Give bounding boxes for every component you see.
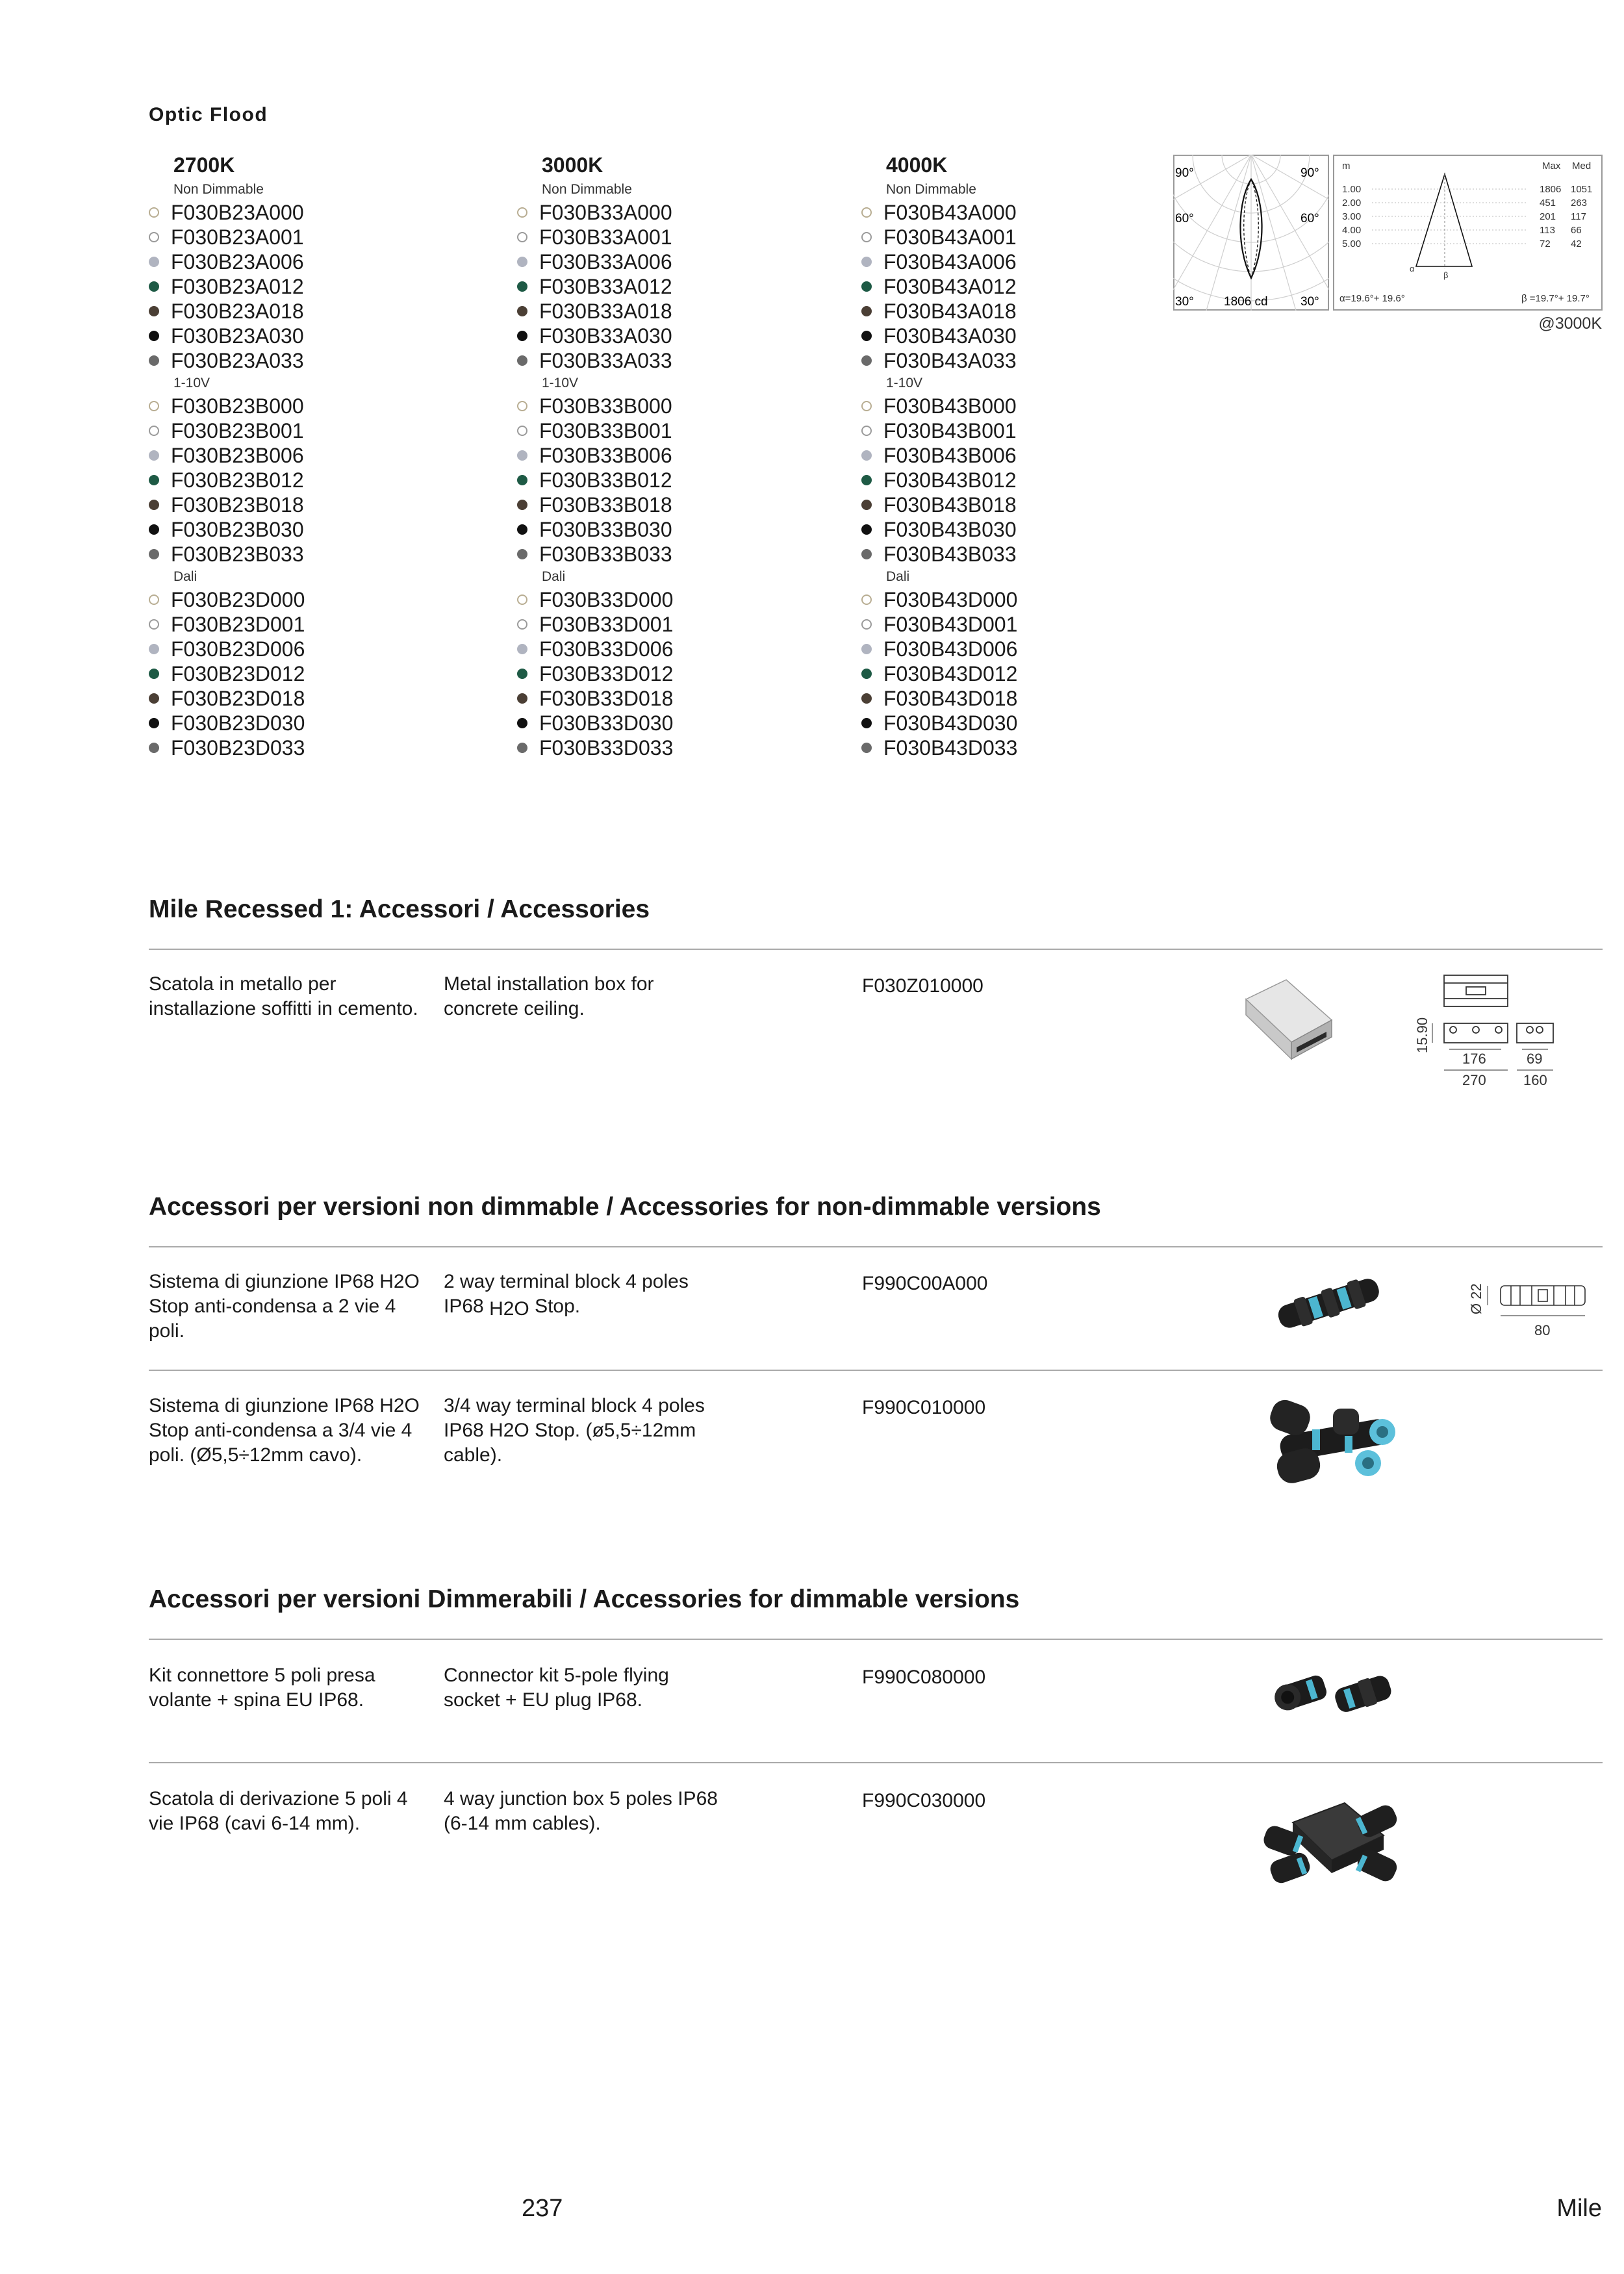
product-code: F030B33A030 (539, 324, 672, 348)
finish-color-swatch (149, 331, 159, 341)
finish-color-swatch (861, 257, 872, 267)
item-code: F990C080000 (862, 1667, 986, 1688)
beam-angle-alpha: α=19.6°+ 19.6° (1339, 293, 1405, 304)
product-code-row (861, 661, 1186, 686)
item-code: F990C010000 (862, 1397, 986, 1418)
product-code: F030B33A000 (539, 201, 672, 224)
product-name: Mile (1556, 2195, 1602, 2222)
product-code-row (861, 394, 1186, 418)
product-code-row (149, 711, 474, 735)
product-code-row (517, 418, 842, 443)
product-code-row (861, 735, 1186, 760)
driver-group-label: 1-10V (173, 376, 210, 390)
finish-color-swatch (149, 718, 159, 728)
product-code: F030B43D033 (883, 736, 1018, 760)
product-code: F030B43D018 (883, 687, 1018, 710)
product-code-row (149, 324, 474, 348)
finish-color-swatch (861, 450, 872, 461)
item-description-en: 4 way junction box 5 poles IP68 (6-14 mm cables). (444, 1788, 718, 1834)
terminal-block-2way-icon (1270, 1267, 1387, 1338)
alpha-symbol: α (1410, 264, 1415, 274)
product-code-row (861, 686, 1186, 711)
installation-box-icon (1234, 975, 1338, 1066)
finish-color-swatch (149, 281, 159, 292)
product-code: F030B43A030 (883, 324, 1017, 348)
product-code: F030B43A001 (883, 225, 1017, 249)
product-code: F030B43A000 (883, 201, 1017, 224)
finish-color-swatch (861, 549, 872, 559)
section-title-non-dimmable-accessories: Accessori per versioni non dimmable / Accessories for non-dimmable versions (149, 1193, 1101, 1221)
item-description-it: Kit connettore 5 poli presa volante + spina EU IP68. (149, 1665, 375, 1711)
illuminance-table-m: 3.00 (1342, 211, 1362, 222)
polar-angle-label: 90° (1175, 166, 1194, 180)
product-code-row (517, 637, 842, 661)
product-code-row (149, 492, 474, 517)
product-code-row (149, 686, 474, 711)
product-code: F030B43A006 (883, 250, 1017, 274)
illuminance-table-med: 42 (1571, 238, 1582, 249)
finish-color-swatch (149, 306, 159, 316)
product-code: F030B23B033 (171, 543, 304, 566)
finish-color-swatch (517, 281, 527, 292)
product-code-row (149, 274, 474, 299)
product-code: F030B43D030 (883, 711, 1018, 735)
product-code: F030B23B012 (171, 468, 304, 492)
illuminance-table-max: 451 (1540, 198, 1556, 209)
finish-color-swatch (517, 743, 527, 753)
dim-diameter: Ø 22 (1468, 1283, 1484, 1314)
product-code-row (861, 542, 1186, 567)
product-code: F030B43D000 (883, 588, 1018, 611)
product-code: F030B43B001 (883, 419, 1017, 442)
product-code-row (149, 661, 474, 686)
finish-color-swatch (861, 693, 872, 704)
finish-color-swatch (517, 426, 527, 436)
driver-group-label: Non Dimmable (886, 182, 976, 197)
product-code: F030B33A033 (539, 349, 672, 372)
product-code: F030B33A012 (539, 275, 672, 298)
product-code-row (517, 517, 842, 542)
dim-length-270: 270 (1462, 1072, 1486, 1088)
finish-color-swatch (861, 306, 872, 316)
product-code: F030B33B012 (539, 468, 672, 492)
finish-color-swatch (517, 619, 527, 630)
divider (149, 1370, 1603, 1371)
product-code-row (517, 299, 842, 324)
product-code-row (517, 200, 842, 225)
product-code-row (861, 587, 1186, 612)
product-code-row (149, 200, 474, 225)
finish-color-swatch (861, 500, 872, 510)
finish-color-swatch (149, 401, 159, 411)
photometry-caption: @3000K (1538, 314, 1602, 333)
illuminance-table-m: 2.00 (1342, 198, 1362, 209)
product-code: F030B23D030 (171, 711, 305, 735)
finish-color-swatch (517, 693, 527, 704)
color-temperature-heading: 3000K (542, 153, 603, 177)
polar-angle-label: 60° (1175, 212, 1194, 225)
illuminance-table-m: 5.00 (1342, 238, 1362, 249)
finish-color-swatch (149, 500, 159, 510)
finish-color-swatch (861, 355, 872, 366)
product-code-row (861, 612, 1186, 637)
product-code-row (149, 468, 474, 492)
driver-group-label: Non Dimmable (173, 182, 264, 197)
item-code: F030Z010000 (862, 975, 983, 997)
finish-color-swatch (517, 718, 527, 728)
product-code-row (149, 443, 474, 468)
finish-color-swatch (149, 644, 159, 654)
polar-angle-label: 90° (1300, 166, 1319, 180)
product-code: F030B43D012 (883, 662, 1018, 685)
finish-color-swatch (861, 619, 872, 630)
finish-color-swatch (149, 475, 159, 485)
illuminance-table-max: 113 (1540, 225, 1555, 236)
finish-color-swatch (149, 426, 159, 436)
product-code-row (149, 637, 474, 661)
product-code: F030B23A012 (171, 275, 304, 298)
product-code: F030B33D030 (539, 711, 674, 735)
finish-color-swatch (517, 355, 527, 366)
finish-color-swatch (861, 232, 872, 242)
product-code: F030B43B030 (883, 518, 1017, 541)
product-code: F030B43B000 (883, 394, 1017, 418)
product-code-row (517, 542, 842, 567)
product-code-row (517, 711, 842, 735)
product-code: F030B23A000 (171, 201, 304, 224)
product-code: F030B43A018 (883, 300, 1017, 323)
product-code: F030B23B006 (171, 444, 304, 467)
driver-group-label: Dali (542, 569, 566, 584)
finish-color-swatch (149, 693, 159, 704)
color-temperature-heading: 2700K (173, 153, 235, 177)
finish-color-swatch (149, 232, 159, 242)
product-code-row (861, 517, 1186, 542)
product-code-row (517, 735, 842, 760)
product-code: F030B43A033 (883, 349, 1017, 372)
product-code: F030B23A018 (171, 300, 304, 323)
item-description-it: Scatola in metallo per installazione soffitti in cemento. (149, 973, 418, 1019)
polar-light-distribution-diagram (1173, 155, 1329, 311)
product-code: F030B23D001 (171, 613, 305, 636)
item-description-en: Metal installation box for concrete ceiling. (444, 973, 654, 1019)
product-code: F030B33A001 (539, 225, 672, 249)
finish-color-swatch (517, 232, 527, 242)
section-title-recessed-accessories: Mile Recessed 1: Accessori / Accessories (149, 895, 650, 923)
product-code: F030B23B018 (171, 493, 304, 517)
product-code-row (861, 274, 1186, 299)
finish-color-swatch (149, 594, 159, 605)
terminal-block-4way-icon (1260, 1390, 1403, 1488)
polar-angle-label: 60° (1300, 212, 1319, 225)
finish-color-swatch (517, 669, 527, 679)
product-code-row (517, 612, 842, 637)
product-code-row (149, 587, 474, 612)
illuminance-table-max: 201 (1540, 211, 1556, 222)
finish-color-swatch (149, 524, 159, 535)
product-code-row (149, 418, 474, 443)
product-code-row (861, 711, 1186, 735)
product-code: F030B43D006 (883, 637, 1018, 661)
product-code-row (861, 637, 1186, 661)
finish-color-swatch (517, 644, 527, 654)
junction-box-icon (1260, 1783, 1403, 1900)
product-code: F030B43B033 (883, 543, 1017, 566)
table-header-max: Max (1542, 160, 1561, 172)
terminal-block-technical-drawing (1455, 1264, 1608, 1348)
finish-color-swatch (149, 669, 159, 679)
product-code: F030B33D006 (539, 637, 674, 661)
product-code: F030B23D033 (171, 736, 305, 760)
finish-color-swatch (861, 718, 872, 728)
product-code: F030B23D012 (171, 662, 305, 685)
illuminance-table-med: 66 (1571, 225, 1582, 236)
product-code-row (861, 324, 1186, 348)
color-temperature-heading: 4000K (886, 153, 948, 177)
product-code: F030B33B030 (539, 518, 672, 541)
item-description-en: 3/4 way terminal block 4 poles IP68 H2O Stop. (ø5,5÷12mm cable). (444, 1395, 705, 1466)
product-code: F030B23A006 (171, 250, 304, 274)
illuminance-cone-table (1333, 155, 1603, 311)
table-header-m: m (1342, 160, 1351, 172)
finish-color-swatch (149, 355, 159, 366)
code-column-3000k (517, 151, 842, 760)
product-code: F030B33D033 (539, 736, 674, 760)
finish-color-swatch (861, 475, 872, 485)
product-code: F030B43D001 (883, 613, 1018, 636)
finish-color-swatch (861, 207, 872, 218)
finish-color-swatch (861, 644, 872, 654)
product-code: F030B43B018 (883, 493, 1017, 517)
finish-color-swatch (861, 669, 872, 679)
product-code: F030B33A006 (539, 250, 672, 274)
finish-color-swatch (861, 426, 872, 436)
product-code: F030B33B018 (539, 493, 672, 517)
product-code: F030B23A030 (171, 324, 304, 348)
product-code-row (517, 492, 842, 517)
illuminance-table-m: 4.00 (1342, 225, 1362, 236)
finish-color-swatch (149, 257, 159, 267)
page-number: 237 (522, 2195, 563, 2222)
finish-color-swatch (517, 524, 527, 535)
polar-angle-label: 30° (1175, 295, 1194, 309)
illuminance-table-med: 117 (1571, 211, 1586, 222)
product-code-row (517, 274, 842, 299)
finish-color-swatch (517, 401, 527, 411)
code-column-4000k (861, 151, 1186, 760)
driver-group-label: 1-10V (886, 376, 923, 390)
product-code-row (517, 443, 842, 468)
product-code-row (517, 324, 842, 348)
divider (149, 1246, 1603, 1247)
product-code-row (861, 249, 1186, 274)
product-code-row (861, 492, 1186, 517)
driver-group-label: Non Dimmable (542, 182, 632, 197)
finish-color-swatch (517, 257, 527, 267)
divider (149, 949, 1603, 950)
dim-length-160: 160 (1523, 1072, 1547, 1088)
product-code: F030B33B001 (539, 419, 672, 442)
product-code: F030B33B006 (539, 444, 672, 467)
finish-color-swatch (149, 207, 159, 218)
item-description-it: Scatola di derivazione 5 poli 4 vie IP68 (cavi 6-14 mm). (149, 1788, 408, 1834)
beta-symbol: β (1443, 270, 1449, 280)
product-code: F030B23A001 (171, 225, 304, 249)
product-code: F030B33B000 (539, 394, 672, 418)
product-code-row (149, 542, 474, 567)
product-code-row (861, 348, 1186, 373)
illuminance-table-med: 263 (1571, 198, 1588, 209)
product-code: F030B23D000 (171, 588, 305, 611)
product-code-row (149, 249, 474, 274)
product-code: F030B23B001 (171, 419, 304, 442)
finish-color-swatch (861, 524, 872, 535)
product-code-row (517, 468, 842, 492)
product-code: F030B43B006 (883, 444, 1017, 467)
illuminance-table-max: 1806 (1540, 184, 1562, 195)
finish-color-swatch (517, 475, 527, 485)
product-code-row (149, 225, 474, 249)
finish-color-swatch (861, 594, 872, 605)
beam-angle-beta: β =19.7°+ 19.7° (1521, 293, 1590, 304)
product-code-row (861, 200, 1186, 225)
product-code: F030B23D006 (171, 637, 305, 661)
product-code-row (517, 249, 842, 274)
item-description-it: Sistema di giunzione IP68 H2O Stop anti-condensa a 3/4 vie 4 poli. (Ø5,5÷12mm cavo). (149, 1395, 420, 1466)
finish-color-swatch (517, 450, 527, 461)
finish-color-swatch (861, 401, 872, 411)
finish-color-swatch (517, 207, 527, 218)
product-code: F030B33D000 (539, 588, 674, 611)
item-description-en: 2 way terminal block 4 poles IP68 $_{H2O}$ Stop. (444, 1271, 689, 1320)
product-code: F030B33D001 (539, 613, 674, 636)
finish-color-swatch (149, 743, 159, 753)
product-code-row (861, 225, 1186, 249)
finish-color-swatch (517, 594, 527, 605)
item-code: F990C030000 (862, 1790, 986, 1811)
product-code-row (517, 225, 842, 249)
item-description-en: Connector kit 5-pole flying socket + EU plug IP68. (444, 1665, 669, 1711)
finish-color-swatch (149, 549, 159, 559)
product-code-row (149, 348, 474, 373)
finish-color-swatch (149, 450, 159, 461)
finish-color-swatch (517, 500, 527, 510)
product-code: F030B23D018 (171, 687, 305, 710)
product-code-row (861, 299, 1186, 324)
dim-height: 15.90 (1414, 1017, 1430, 1053)
product-code-row (517, 394, 842, 418)
finish-color-swatch (517, 306, 527, 316)
illuminance-table-med: 1051 (1571, 184, 1593, 195)
product-code: F030B23B030 (171, 518, 304, 541)
product-code-row (149, 612, 474, 637)
dim-width-176: 176 (1462, 1051, 1486, 1067)
product-code-row (149, 735, 474, 760)
product-code-row (517, 587, 842, 612)
divider (149, 1762, 1603, 1763)
product-code: F030B23A033 (171, 349, 304, 372)
polar-angle-label: 30° (1300, 295, 1319, 309)
finish-color-swatch (861, 281, 872, 292)
finish-color-swatch (517, 331, 527, 341)
item-code: F990C00A000 (862, 1273, 988, 1294)
product-code: F030B43B012 (883, 468, 1017, 492)
item-description-it: Sistema di giunzione IP68 H2O Stop anti-condensa a 2 vie 4 poli. (149, 1271, 420, 1342)
finish-color-swatch (861, 743, 872, 753)
product-code-row (517, 661, 842, 686)
polar-peak-intensity: 1806 cd (1224, 295, 1268, 309)
product-code: F030B33D012 (539, 662, 674, 685)
table-header-med: Med (1572, 160, 1592, 172)
product-code-row (149, 517, 474, 542)
product-code-row (517, 348, 842, 373)
finish-color-swatch (861, 331, 872, 341)
dim-length: 80 (1534, 1322, 1551, 1338)
finish-color-swatch (149, 619, 159, 630)
installation-box-technical-drawing (1413, 971, 1608, 1101)
driver-group-label: 1-10V (542, 376, 579, 390)
driver-group-label: Dali (173, 569, 197, 584)
section-title-dimmable-accessories: Accessori per versioni Dimmerabili / Accessories for dimmable versions (149, 1585, 1020, 1613)
driver-group-label: Dali (886, 569, 910, 584)
product-code: F030B33D018 (539, 687, 674, 710)
product-code: F030B23B000 (171, 394, 304, 418)
product-code-row (861, 418, 1186, 443)
product-code-row (149, 299, 474, 324)
divider (149, 1639, 1603, 1640)
connector-kit-icon (1270, 1663, 1400, 1722)
product-code-row (149, 394, 474, 418)
code-column-2700k (149, 151, 474, 760)
product-code-row (861, 468, 1186, 492)
product-code: F030B43A012 (883, 275, 1017, 298)
dim-width-69: 69 (1527, 1051, 1543, 1067)
illuminance-table-max: 72 (1540, 238, 1551, 249)
product-code: F030B33A018 (539, 300, 672, 323)
finish-color-swatch (517, 549, 527, 559)
product-code-row (517, 686, 842, 711)
product-code-row (861, 443, 1186, 468)
section-title-optic-flood: Optic Flood (149, 104, 268, 125)
product-code: F030B33B033 (539, 543, 672, 566)
illuminance-table-m: 1.00 (1342, 184, 1362, 195)
